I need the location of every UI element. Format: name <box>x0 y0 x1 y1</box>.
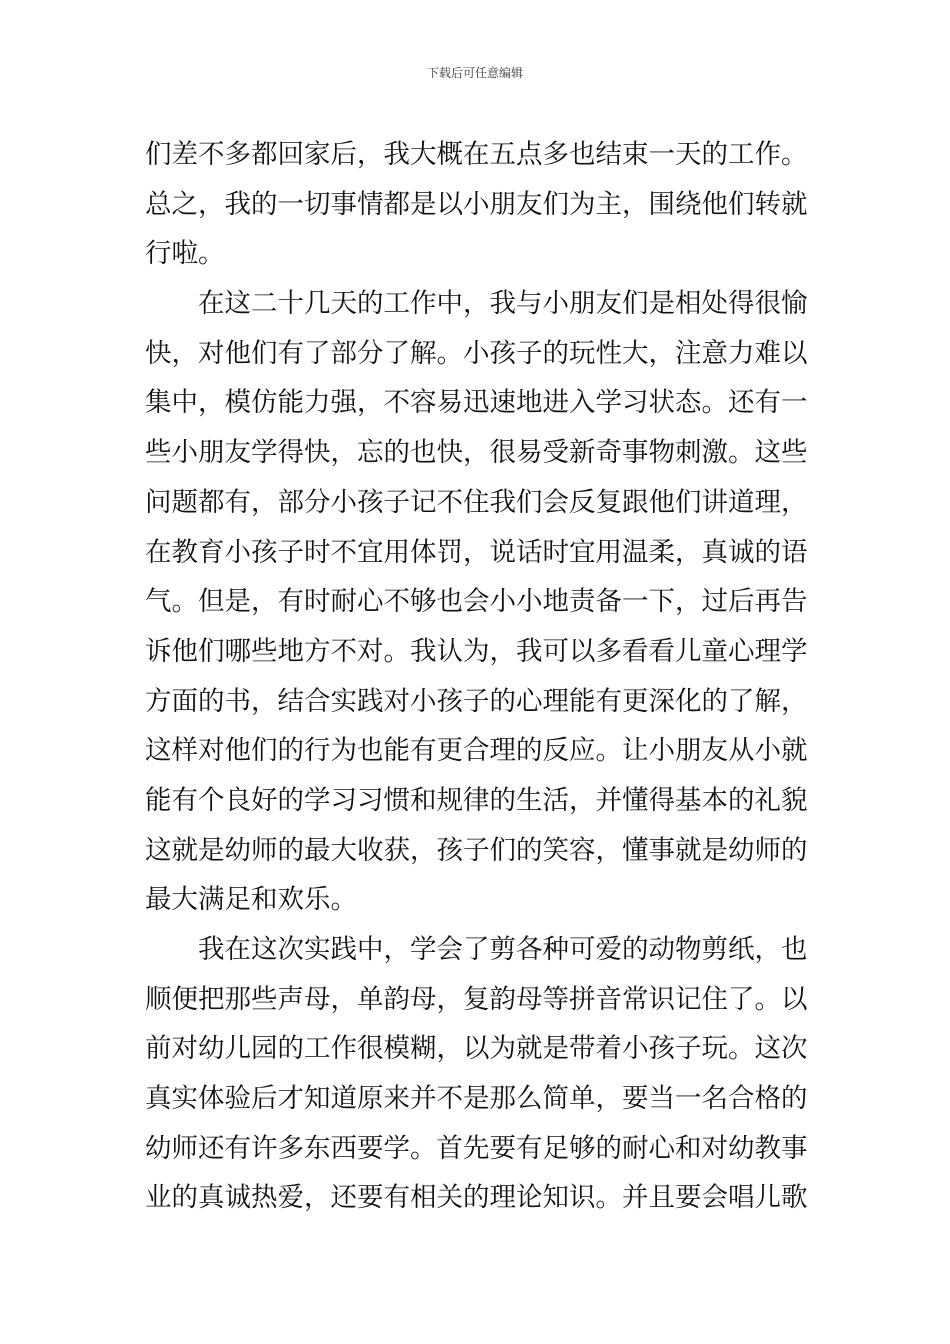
text-line: 前对幼儿园的工作很模糊，以为就是带着小孩子玩。这次 <box>145 1033 808 1065</box>
text-line: 最大满足和欢乐。 <box>145 884 357 916</box>
text-line: 业的真诚热爱，还要有相关的理论知识。并且要会唱儿歌 <box>145 1182 808 1214</box>
text-line: 幼师还有许多东西要学。首先要有足够的耐心和对幼教事 <box>145 1132 808 1164</box>
text-line: 能有个良好的学习习惯和规律的生活，并懂得基本的礼貌 <box>145 784 808 816</box>
text-line: 集中，模仿能力强，不容易迅速地进入学习状态。还有一 <box>145 387 808 419</box>
text-line: 诉他们哪些地方不对。我认为，我可以多看看儿童心理学 <box>145 635 808 667</box>
text-line: 这样对他们的行为也能有更合理的反应。让小朋友从小就 <box>145 735 808 767</box>
text-line: 我在这次实践中，学会了剪各种可爱的动物剪纸，也 <box>145 934 808 965</box>
text-line: 快，对他们有了部分了解。小孩子的玩性大，注意力难以 <box>145 337 808 369</box>
text-line: 问题都有，部分小孩子记不住我们会反复跟他们讲道理， <box>145 486 808 518</box>
text-line: 些小朋友学得快，忘的也快，很易受新奇事物刺激。这些 <box>145 437 808 469</box>
text-line: 方面的书，结合实践对小孩子的心理能有更深化的了解， <box>145 685 808 717</box>
document-body <box>145 130 810 1223</box>
text-line: 这就是幼师的最大收获，孩子们的笑容，懂事就是幼师的 <box>145 834 808 866</box>
text-line: 在这二十几天的工作中，我与小朋友们是相处得很愉 <box>145 288 808 320</box>
text-line: 行啦。 <box>145 238 225 270</box>
text-line: 们差不多都回家后，我大概在五点多也结束一天的工作。 <box>145 139 808 170</box>
text-line: 顺便把那些声母，单韵母，复韵母等拼音常识记住了。以 <box>145 983 808 1015</box>
text-line: 气。但是，有时耐心不够也会小小地责备一下，过后再告 <box>145 586 808 618</box>
page-header: 下载后可任意编辑 <box>426 66 523 80</box>
text-line: 真实体验后才知道原来并不是那么简单，要当一名合格的 <box>145 1083 808 1115</box>
text-line: 总之，我的一切事情都是以小朋友们为主，围绕他们转就 <box>145 188 808 220</box>
text-line: 在教育小孩子时不宜用体罚，说话时宜用温柔，真诚的语 <box>145 536 808 568</box>
